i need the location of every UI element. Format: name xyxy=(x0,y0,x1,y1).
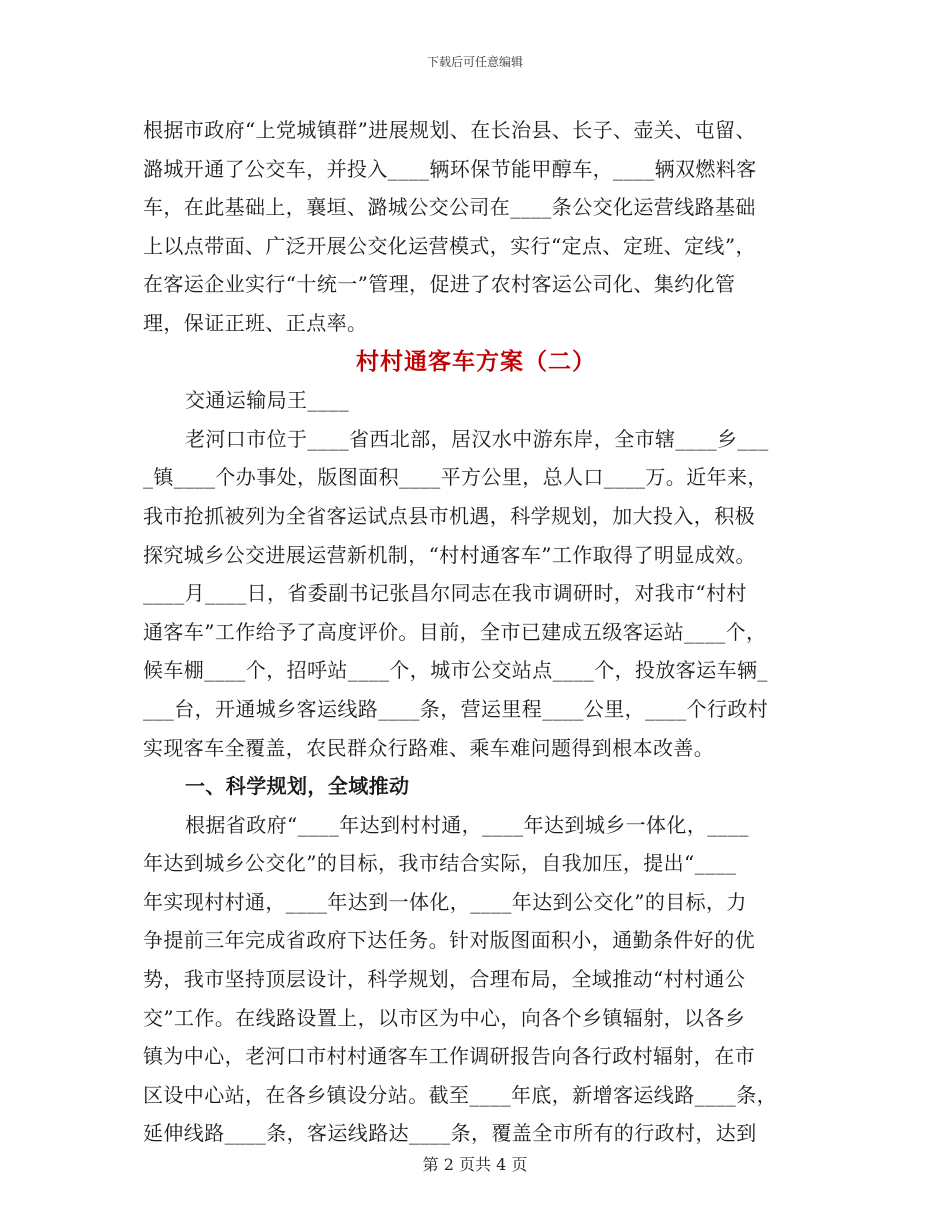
document-title: 村村通客车方案（二） xyxy=(356,348,596,375)
section-heading: 一、科学规划，全域推动 xyxy=(185,774,410,799)
body-line: 探究城乡公交进展运营新机制，“村村通客车”工作取得了明显成效。 xyxy=(143,542,756,567)
body-line: 交”工作。在线路设置上，以市区为中心，向各个乡镇辐射，以各乡 xyxy=(143,1005,746,1030)
body-line: 潞城开通了公交车，并投入____辆环保节能甲醇车，____辆双燃料客 xyxy=(143,156,757,181)
body-line: 年实现村村通，____年达到一体化，____年达到公交化”的目标，力 xyxy=(143,889,747,914)
body-line: 延伸线路____条，客运线路达____条，覆盖全市所有的行政村，达到 xyxy=(143,1121,757,1146)
body-line: 候车棚____个，招呼站____个，城市公交站点____个，投放客运车辆_ xyxy=(143,658,768,683)
body-line: 势，我市坚持顶层设计，科学规划，合理布局，全域推动“村村通公 xyxy=(143,967,746,992)
body-line: 年达到城乡公交化”的目标，我市结合实际，自我加压，提出“____ xyxy=(143,851,737,876)
body-line: 根据市政府“上党城镇群”进展规划、在长治县、长子、壶关、屯留、 xyxy=(143,118,756,142)
body-line: 我市抢抓被列为全省客运试点县市机遇，科学规划，加大投入，积极 xyxy=(143,503,755,528)
body-line: 理，保证正班、正点率。 xyxy=(143,310,368,335)
page-number-footer: 第 2 页共 4 页 xyxy=(422,1155,528,1174)
author-line: 交通运输局王____ xyxy=(185,388,349,413)
body-line: 区设中心站，在各乡镇设分站。截至____年底，新增客运线路____条， xyxy=(143,1082,777,1107)
body-line: 上以点带面、广泛开展公交化运营模式，实行“定点、定班、定线”， xyxy=(143,233,756,258)
body-line: 老河口市位于____省西北部，居汉水中游东岸，全市辖____乡___ xyxy=(185,426,769,451)
body-line: 在客运企业实行“十统一”管理，促进了农村客运公司化、集约化管 xyxy=(143,272,736,297)
body-line: ____月____日，省委副书记张昌尔同志在我市调研时，对我市“村村 xyxy=(143,581,747,606)
body-line: 镇为中心，老河口市村村通客车工作调研报告向各行政村辐射，在市 xyxy=(143,1044,755,1069)
body-line: 根据省政府“____年达到村村通，____年达到城乡一体化，____ xyxy=(185,812,749,837)
body-line: 车，在此基础上，襄垣、潞城公交公司在____条公交化运营线路基础 xyxy=(143,195,756,220)
document-body xyxy=(143,111,809,1153)
body-line: 通客车”工作给予了高度评价。目前，全市已建成五级客运站____个， xyxy=(143,619,767,644)
body-line: 争提前三年完成省政府下达任务。针对版图面积小，通勤条件好的优 xyxy=(143,928,755,953)
body-line: 实现客车全覆盖，农民群众行路难、乘车难问题得到根本改善。 xyxy=(143,735,715,760)
body-line: ___台，开通城乡客运线路____条，营运里程____公里，____个行政村 xyxy=(143,696,769,721)
page-header-note: 下载后可任意编辑 xyxy=(426,55,523,69)
body-line: _镇____个办事处，版图面积____平方公里，总人口____万。近年来， xyxy=(143,465,768,490)
